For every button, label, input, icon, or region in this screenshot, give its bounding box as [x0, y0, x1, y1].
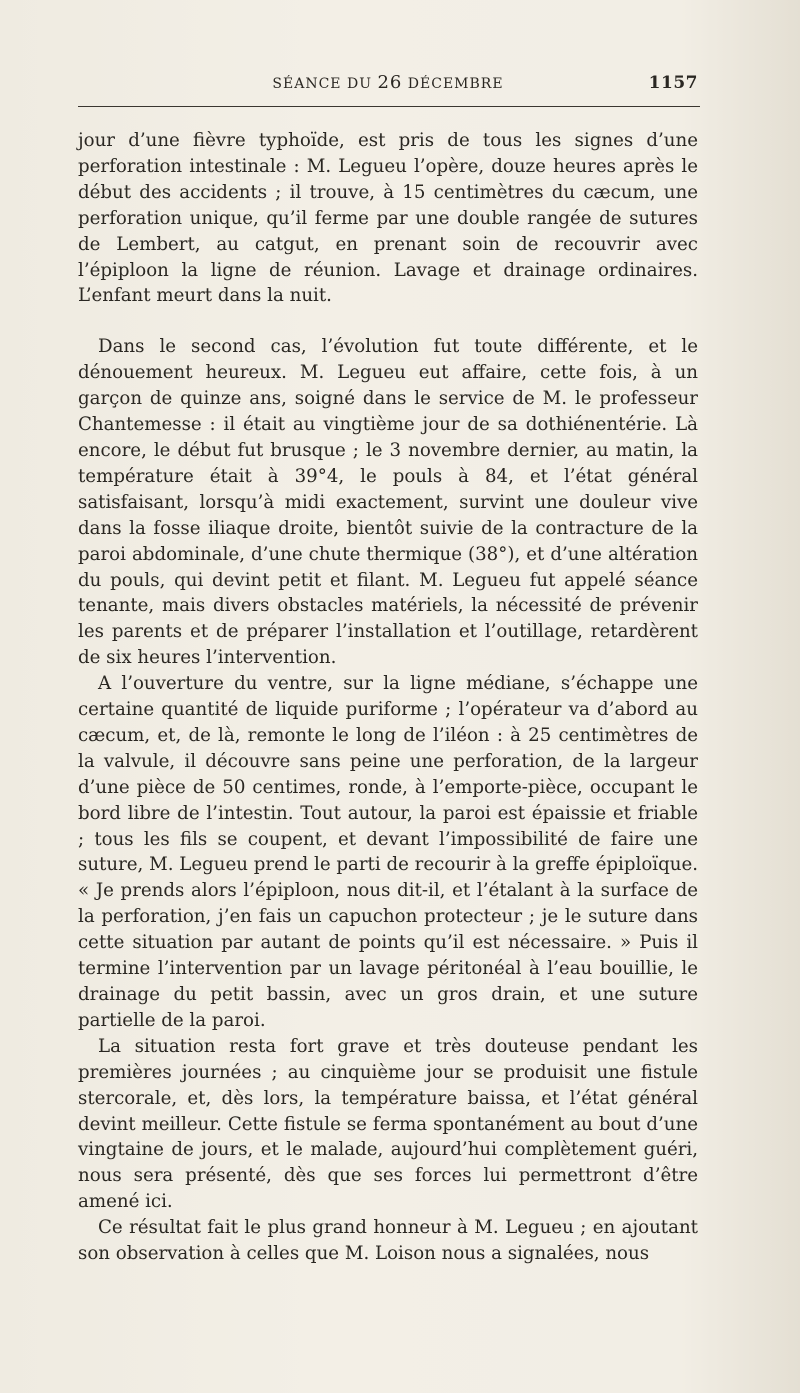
running-title-day: 26 [377, 72, 403, 93]
page-header [78, 73, 698, 97]
paragraph-2: Dans le second cas, l’évolution fut toute différente, et le dénouement heureux. M. Legueu eut affaire, cette fois, à un garçon de quinze ans, soigné dans le service de M. le professeur Chantemesse : il était au vingtième jour de sa dothiénentérie. Là encore, le début fut brusque ; le 3 novembre dernier, au matin, la température était à 39°4, le pouls à 84, et l’état général satisfaisant, lorsqu’à midi exactement, survint une douleur vive dans la fosse iliaque droite, bientôt suivie de la contracture de la paroi abdominale, d’une chute thermique (38°), et d’une altération du pouls, qui devint petit et filant. M. Legueu fut appelé séance tenante, mais divers obstacles matériels, la nécessité de prévenir les parents et de préparer l’installation et l’outillage, retardèrent de six heures l’intervention. [78, 336, 698, 669]
running-title [78, 73, 698, 94]
body-text [78, 128, 698, 1267]
running-title-prefix: SÉANCE DU [272, 76, 378, 92]
running-title-suffix: DÉCEMBRE [402, 76, 504, 92]
header-rule [78, 106, 700, 107]
paragraph-1: jour d’une fièvre typhoïde, est pris de tous les signes d’une perforation intestinale : M. Legueu l’opère, douze heures après le début des accidents ; il trouve, à 15 centimètres du cæcum, une perforation unique, qu’il ferme par une double rangée de sutures de Lembert, au catgut, en prenant soin de recouvrir avec l’épiploon la ligne de réunion. Lavage et drainage ordinaires. L’enfant meurt dans la nuit. [78, 130, 698, 307]
paragraph-5: Ce résultat fait le plus grand honneur à M. Legueu ; en ajoutant son observation à celles que M. Loison nous a signalées, nous [78, 1217, 698, 1265]
page-number: 1157 [648, 73, 698, 93]
paragraph-4: La situation resta fort grave et très douteuse pendant les premières journées ; au cinquième jour se produisit une fistule stercorale, et, dès lors, la température baissa, et l’état général devint meilleur. Cette fistule se ferma spontanément au bout d’une vingtaine de jours, et le malade, aujourd’hui complètement guéri, nous sera présenté, dès que ses forces lui permettront d’être amené ici. [78, 1035, 698, 1213]
paragraph-3: A l’ouverture du ventre, sur la ligne médiane, s’échappe une certaine quantité de liquide puriforme ; l’opérateur va d’abord au cæcum, et, de là, remonte le long de l’iléon : à 25 centimètres de la valvule, il découvre sans peine une perforation, de la largeur d’une pièce de 50 centimes, ronde, à l’emporte-pièce, occupant le bord libre de l’intestin. Tout autour, la paroi est épaissie et friable ; tous les fils se coupent, et devant l’impossibilité de faire une suture, M. Legueu prend le parti de recourir à la greffe épiploïque. « Je prends alors l’épiploon, nous dit-il, et l’étalant à la surface de la perforation, j’en fais un capuchon protecteur ; je le suture dans cette situation par autant de points qu’il est nécessaire. » Puis il termine l’intervention par un lavage péritonéal à l’eau bouillie, le drainage du petit bassin, avec un gros drain, et une suture partielle de la paroi. [78, 673, 698, 1031]
